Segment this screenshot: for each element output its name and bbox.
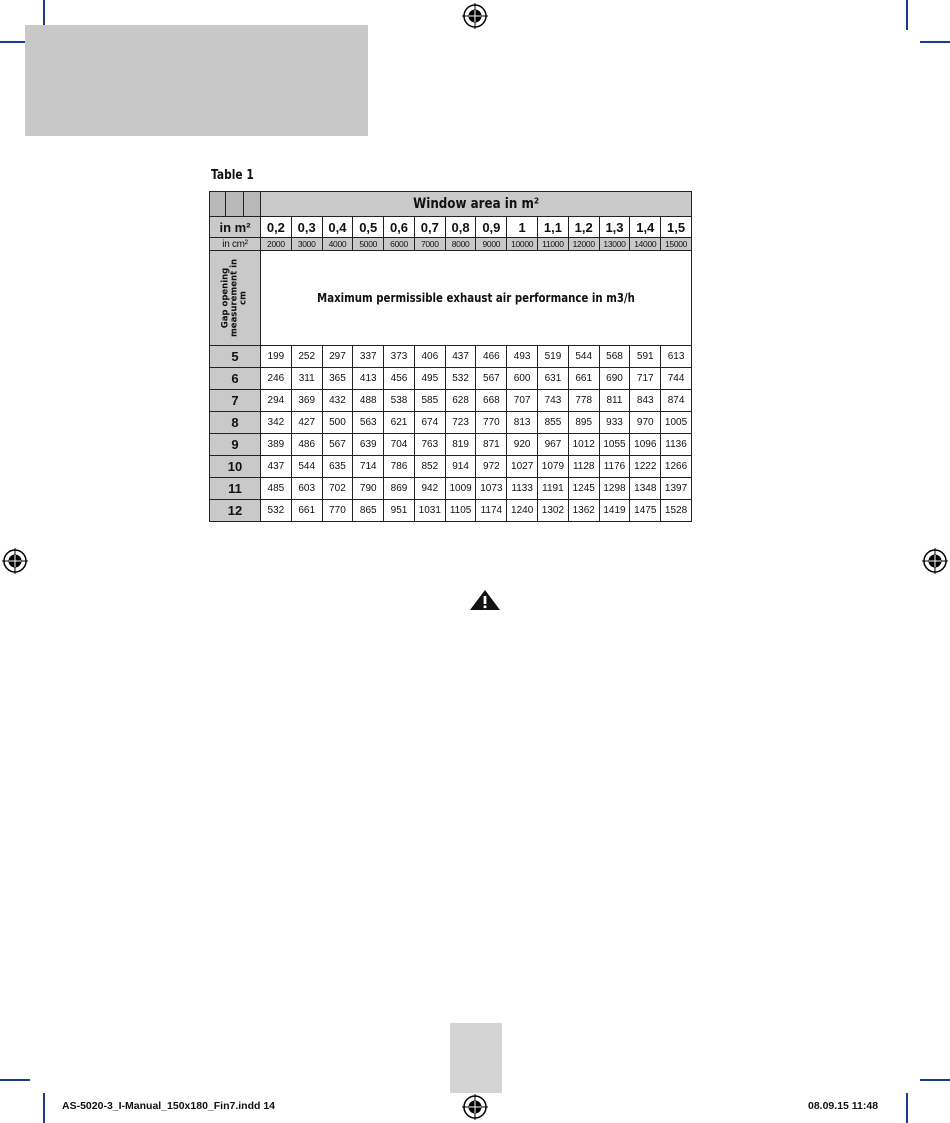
cm2-value-cell: 14000 xyxy=(630,238,661,251)
crop-mark-bottom-right-v xyxy=(906,1093,908,1123)
performance-value-cell: 365 xyxy=(322,368,353,390)
gap-value-cell: 5 xyxy=(210,346,261,368)
m2-row-label: in m² xyxy=(210,217,261,238)
registration-mark-icon xyxy=(922,548,948,574)
performance-value-cell: 585 xyxy=(414,390,445,412)
performance-value-cell: 723 xyxy=(445,412,476,434)
performance-value-cell: 1105 xyxy=(445,500,476,522)
crop-mark-top-right-v xyxy=(906,0,908,30)
crop-mark-bottom-right-h xyxy=(920,1079,950,1081)
performance-value-cell: 811 xyxy=(599,390,630,412)
performance-value-cell: 786 xyxy=(384,456,415,478)
performance-value-cell: 1176 xyxy=(599,456,630,478)
m2-value-cell: 1,5 xyxy=(661,217,692,238)
performance-value-cell: 568 xyxy=(599,346,630,368)
performance-value-cell: 1073 xyxy=(476,478,507,500)
performance-value-cell: 1222 xyxy=(630,456,661,478)
performance-value-cell: 544 xyxy=(291,456,322,478)
performance-value-cell: 1027 xyxy=(507,456,538,478)
footer-date-time: 08.09.15 11:48 xyxy=(808,1100,879,1112)
performance-value-cell: 437 xyxy=(445,346,476,368)
table-row xyxy=(210,478,692,500)
performance-value-cell: 628 xyxy=(445,390,476,412)
performance-value-cell: 661 xyxy=(568,368,599,390)
performance-value-cell: 297 xyxy=(322,346,353,368)
crop-mark-top-right-h xyxy=(920,41,950,43)
performance-value-cell: 1298 xyxy=(599,478,630,500)
gap-value-cell: 7 xyxy=(210,390,261,412)
gap-value-cell: 10 xyxy=(210,456,261,478)
performance-value-cell: 600 xyxy=(507,368,538,390)
window-area-header-text: Window area in m² xyxy=(412,196,539,212)
performance-value-cell: 613 xyxy=(661,346,692,368)
performance-value-cell: 466 xyxy=(476,346,507,368)
performance-value-cell: 1362 xyxy=(568,500,599,522)
performance-value-cell: 852 xyxy=(414,456,445,478)
performance-value-cell: 544 xyxy=(568,346,599,368)
table-row xyxy=(210,434,692,456)
m2-value-cell: 1,1 xyxy=(538,217,569,238)
performance-value-cell: 967 xyxy=(538,434,569,456)
m2-value-cell: 0,2 xyxy=(261,217,292,238)
performance-value-cell: 1012 xyxy=(568,434,599,456)
cm2-value-cell: 2000 xyxy=(261,238,292,251)
performance-value-cell: 970 xyxy=(630,412,661,434)
performance-value-cell: 406 xyxy=(414,346,445,368)
performance-value-cell: 639 xyxy=(353,434,384,456)
performance-value-cell: 1419 xyxy=(599,500,630,522)
performance-value-cell: 337 xyxy=(353,346,384,368)
performance-value-cell: 432 xyxy=(322,390,353,412)
performance-value-cell: 674 xyxy=(414,412,445,434)
performance-value-cell: 621 xyxy=(384,412,415,434)
performance-value-cell: 1348 xyxy=(630,478,661,500)
performance-value-cell: 1528 xyxy=(661,500,692,522)
performance-value-cell: 199 xyxy=(261,346,292,368)
performance-value-cell: 1266 xyxy=(661,456,692,478)
performance-value-cell: 1096 xyxy=(630,434,661,456)
gap-opening-label-cell xyxy=(210,251,261,346)
m2-value-cell: 1,4 xyxy=(630,217,661,238)
performance-value-cell: 495 xyxy=(414,368,445,390)
performance-value-cell: 591 xyxy=(630,346,661,368)
performance-value-cell: 855 xyxy=(538,412,569,434)
performance-value-cell: 972 xyxy=(476,456,507,478)
performance-value-cell: 1031 xyxy=(414,500,445,522)
performance-value-cell: 485 xyxy=(261,478,292,500)
performance-value-cell: 342 xyxy=(261,412,292,434)
performance-value-cell: 1005 xyxy=(661,412,692,434)
performance-value-cell: 1302 xyxy=(538,500,569,522)
page-number-tab xyxy=(450,1023,502,1093)
performance-value-cell: 427 xyxy=(291,412,322,434)
performance-value-cell: 702 xyxy=(322,478,353,500)
cm2-row-label: in cm² xyxy=(210,238,261,251)
performance-value-cell: 631 xyxy=(538,368,569,390)
gap-value-cell: 8 xyxy=(210,412,261,434)
m2-value-cell: 0,7 xyxy=(414,217,445,238)
table-caption: Table 1 xyxy=(211,168,254,183)
performance-value-cell: 942 xyxy=(414,478,445,500)
table-row xyxy=(210,368,692,390)
gap-opening-label: Gap opening measurement in cm xyxy=(220,258,249,338)
performance-value-cell: 488 xyxy=(353,390,384,412)
performance-value-cell: 413 xyxy=(353,368,384,390)
performance-value-cell: 743 xyxy=(538,390,569,412)
performance-value-cell: 1240 xyxy=(507,500,538,522)
cm2-value-cell: 12000 xyxy=(568,238,599,251)
performance-value-cell: 563 xyxy=(353,412,384,434)
performance-value-cell: 532 xyxy=(445,368,476,390)
performance-value-cell: 1079 xyxy=(538,456,569,478)
cm2-value-cell: 4000 xyxy=(322,238,353,251)
performance-value-cell: 532 xyxy=(261,500,292,522)
performance-value-cell: 874 xyxy=(661,390,692,412)
performance-value-cell: 819 xyxy=(445,434,476,456)
performance-value-cell: 567 xyxy=(322,434,353,456)
m2-value-cell: 0,6 xyxy=(384,217,415,238)
performance-value-cell: 1191 xyxy=(538,478,569,500)
cm2-value-cell: 5000 xyxy=(353,238,384,251)
gap-value-cell: 6 xyxy=(210,368,261,390)
cm2-value-cell: 10000 xyxy=(507,238,538,251)
performance-value-cell: 770 xyxy=(476,412,507,434)
m2-value-cell: 1 xyxy=(507,217,538,238)
max-performance-label: Maximum permissible exhaust air performance in m3/h xyxy=(317,291,635,305)
registration-mark-icon xyxy=(462,3,488,29)
table-header-row xyxy=(210,192,692,217)
cm2-value-cell: 6000 xyxy=(384,238,415,251)
performance-value-cell: 704 xyxy=(384,434,415,456)
performance-value-cell: 567 xyxy=(476,368,507,390)
m2-row xyxy=(210,217,692,238)
performance-value-cell: 500 xyxy=(322,412,353,434)
performance-value-cell: 1475 xyxy=(630,500,661,522)
gap-value-cell: 12 xyxy=(210,500,261,522)
cm2-value-cell: 8000 xyxy=(445,238,476,251)
performance-value-cell: 486 xyxy=(291,434,322,456)
max-performance-label-cell xyxy=(261,251,692,346)
window-area-header xyxy=(261,192,692,217)
registration-mark-icon xyxy=(462,1094,488,1120)
cm2-value-cell: 7000 xyxy=(414,238,445,251)
m2-value-cell: 0,3 xyxy=(291,217,322,238)
cm2-value-cell: 9000 xyxy=(476,238,507,251)
performance-value-cell: 1136 xyxy=(661,434,692,456)
performance-value-cell: 865 xyxy=(353,500,384,522)
gap-value-cell: 11 xyxy=(210,478,261,500)
performance-value-cell: 1397 xyxy=(661,478,692,500)
performance-value-cell: 538 xyxy=(384,390,415,412)
performance-value-cell: 843 xyxy=(630,390,661,412)
performance-value-cell: 369 xyxy=(291,390,322,412)
performance-value-cell: 770 xyxy=(322,500,353,522)
performance-value-cell: 744 xyxy=(661,368,692,390)
table-row xyxy=(210,500,692,522)
m2-value-cell: 0,8 xyxy=(445,217,476,238)
performance-value-cell: 763 xyxy=(414,434,445,456)
cm2-value-cell: 15000 xyxy=(661,238,692,251)
performance-value-cell: 1245 xyxy=(568,478,599,500)
cm2-value-cell: 11000 xyxy=(538,238,569,251)
performance-value-cell: 1055 xyxy=(599,434,630,456)
performance-value-cell: 373 xyxy=(384,346,415,368)
header-blank-cell xyxy=(244,192,261,217)
performance-value-cell: 635 xyxy=(322,456,353,478)
performance-value-cell: 914 xyxy=(445,456,476,478)
table-row xyxy=(210,346,692,368)
gap-value-cell: 9 xyxy=(210,434,261,456)
performance-value-cell: 294 xyxy=(261,390,292,412)
m2-value-cell: 0,9 xyxy=(476,217,507,238)
performance-value-cell: 933 xyxy=(599,412,630,434)
performance-value-cell: 519 xyxy=(538,346,569,368)
crop-mark-bottom-left-v xyxy=(43,1093,45,1123)
performance-value-cell: 1133 xyxy=(507,478,538,500)
m2-value-cell: 0,4 xyxy=(322,217,353,238)
performance-value-cell: 661 xyxy=(291,500,322,522)
performance-value-cell: 717 xyxy=(630,368,661,390)
registration-mark-icon xyxy=(2,548,28,574)
cm2-value-cell: 3000 xyxy=(291,238,322,251)
performance-value-cell: 252 xyxy=(291,346,322,368)
performance-value-cell: 493 xyxy=(507,346,538,368)
performance-value-cell: 813 xyxy=(507,412,538,434)
performance-value-cell: 246 xyxy=(261,368,292,390)
table-row xyxy=(210,412,692,434)
performance-value-cell: 778 xyxy=(568,390,599,412)
performance-value-cell: 920 xyxy=(507,434,538,456)
exhaust-performance-table xyxy=(209,191,692,522)
warning-triangle-icon xyxy=(469,589,501,611)
performance-value-cell: 869 xyxy=(384,478,415,500)
m2-value-cell: 1,3 xyxy=(599,217,630,238)
header-gray-block xyxy=(25,25,368,136)
cm2-value-cell: 13000 xyxy=(599,238,630,251)
performance-value-cell: 871 xyxy=(476,434,507,456)
m2-value-cell: 1,2 xyxy=(568,217,599,238)
performance-value-cell: 895 xyxy=(568,412,599,434)
performance-value-cell: 714 xyxy=(353,456,384,478)
table-row xyxy=(210,390,692,412)
crop-mark-bottom-left-h xyxy=(0,1079,30,1081)
table-row xyxy=(210,456,692,478)
performance-value-cell: 311 xyxy=(291,368,322,390)
performance-value-cell: 603 xyxy=(291,478,322,500)
footer-file-info: AS-5020-3_I-Manual_150x180_Fin7.indd 14 xyxy=(62,1100,276,1112)
performance-value-cell: 790 xyxy=(353,478,384,500)
header-blank-cell xyxy=(226,192,244,217)
table-body xyxy=(210,346,692,522)
header-blank-cell xyxy=(210,192,226,217)
performance-value-cell: 1128 xyxy=(568,456,599,478)
performance-value-cell: 389 xyxy=(261,434,292,456)
performance-value-cell: 1009 xyxy=(445,478,476,500)
performance-value-cell: 1174 xyxy=(476,500,507,522)
performance-value-cell: 951 xyxy=(384,500,415,522)
performance-value-cell: 456 xyxy=(384,368,415,390)
performance-value-cell: 707 xyxy=(507,390,538,412)
performance-value-cell: 690 xyxy=(599,368,630,390)
label-row xyxy=(210,251,692,346)
performance-value-cell: 668 xyxy=(476,390,507,412)
performance-value-cell: 437 xyxy=(261,456,292,478)
cm2-row xyxy=(210,238,692,251)
m2-value-cell: 0,5 xyxy=(353,217,384,238)
